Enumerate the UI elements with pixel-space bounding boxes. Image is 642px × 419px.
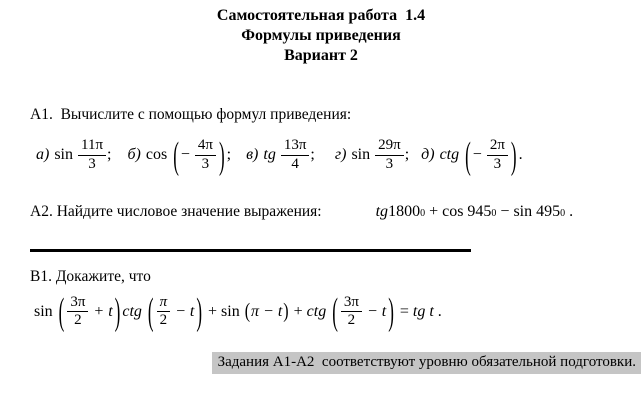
section-divider <box>30 249 471 252</box>
fraction-denominator: 3 <box>493 155 502 172</box>
right-paren: ) <box>218 133 225 177</box>
task-a2-heading: А2. Найдите числовое значение выражения: <box>30 202 322 220</box>
fraction-numerator: 11π <box>78 138 106 156</box>
fraction-numerator: 3π <box>67 295 88 313</box>
fraction <box>341 295 362 330</box>
fraction-denominator: 2 <box>347 312 356 329</box>
a1-item-v <box>246 138 315 173</box>
task-a1-expressions <box>36 133 642 177</box>
title-block <box>0 6 642 66</box>
left-paren: ( <box>244 299 251 323</box>
angle-value: 1800 <box>388 202 421 220</box>
worksheet-variant: Вариант 2 <box>284 47 358 64</box>
item-label: в) <box>246 146 259 164</box>
a1-item-d <box>421 133 523 177</box>
separator: ; <box>107 146 112 164</box>
operator: + <box>289 302 307 320</box>
fraction-denominator: 4 <box>291 155 299 172</box>
a1-item-a <box>36 138 111 173</box>
rhs-expression: tg t <box>412 302 434 320</box>
worksheet-title: Самостоятельная работа 1.4 <box>216 7 426 24</box>
right-paren: ) <box>114 290 121 334</box>
trig-function: tg <box>375 202 389 220</box>
a1-item-b <box>127 133 232 177</box>
footer-row <box>0 352 642 374</box>
trig-function: sin <box>54 146 73 164</box>
fraction-numerator: 2π <box>487 138 508 156</box>
term-tail: + t <box>89 302 113 320</box>
period: . <box>433 302 442 320</box>
equals-sign: = <box>395 302 413 320</box>
left-paren: ( <box>173 133 179 177</box>
operator: + <box>204 302 222 320</box>
right-paren: ) <box>388 290 394 334</box>
angle-value: 495 <box>536 202 561 220</box>
trig-function: sin <box>221 302 240 320</box>
task-a1-heading: А1. Вычислите с помощью формул приведения: <box>30 106 352 123</box>
item-label: б) <box>127 146 141 164</box>
left-paren: ( <box>147 290 154 334</box>
term-tail: − t <box>362 302 387 320</box>
right-paren: ) <box>510 133 517 177</box>
minus-sign: − <box>472 146 486 164</box>
fraction-numerator: 3π <box>341 295 362 313</box>
item-label: д) <box>421 146 435 164</box>
right-paren: ) <box>283 299 289 323</box>
task-a1 <box>30 106 642 177</box>
trig-function: ctg <box>306 302 327 320</box>
item-label: а) <box>36 146 50 164</box>
fraction-numerator: π <box>157 295 171 313</box>
trig-function: tg <box>263 146 276 164</box>
fraction-numerator: 4π <box>195 138 216 156</box>
fraction-denominator: 3 <box>385 155 394 172</box>
left-paren: ( <box>332 290 338 334</box>
term-tail: − t <box>171 302 195 320</box>
task-b1-formula <box>34 290 642 334</box>
trig-function: ctg <box>439 146 460 164</box>
worksheet-subtitle: Формулы приведения <box>241 27 401 44</box>
fraction <box>78 138 106 173</box>
item-label: г) <box>334 146 347 164</box>
fraction <box>195 138 216 173</box>
operator: − <box>496 202 514 220</box>
paren-content: π − t <box>251 302 283 320</box>
separator: ; <box>310 146 315 164</box>
fraction-denominator: 3 <box>201 155 210 172</box>
trig-function: cos <box>145 146 168 164</box>
operator: + <box>425 202 443 220</box>
footer-note: Задания А1-А2 соответствуют уровню обязательной подготовки. <box>212 352 641 374</box>
trig-function: sin <box>513 202 537 220</box>
fraction-numerator: 29π <box>375 138 404 156</box>
fraction-numerator: 13π <box>281 138 310 156</box>
trig-function: sin <box>351 146 371 164</box>
fraction <box>157 295 171 330</box>
trig-function: sin <box>34 302 53 320</box>
fraction <box>487 138 508 173</box>
fraction <box>375 138 404 173</box>
a1-item-g <box>335 138 409 173</box>
period: . <box>565 202 574 220</box>
separator: . <box>518 146 523 164</box>
minus-sign: − <box>180 146 194 164</box>
left-paren: ( <box>58 290 65 334</box>
task-a2 <box>30 203 642 221</box>
fraction-denominator: 2 <box>74 312 82 329</box>
task-b1-heading: В1. Докажите, что <box>30 267 151 285</box>
fraction-denominator: 2 <box>159 312 168 329</box>
task-a2-expression: tg 1800 0 + cos 945 0 − sin 495 0 . <box>375 202 574 220</box>
separator: ; <box>226 146 232 164</box>
separator: ; <box>404 146 410 164</box>
trig-function: ctg <box>122 302 142 320</box>
task-b1 <box>30 267 642 334</box>
trig-function: cos <box>442 202 468 220</box>
angle-value: 945 <box>467 202 492 220</box>
fraction <box>281 138 310 173</box>
left-paren: ( <box>465 133 471 177</box>
fraction-denominator: 3 <box>88 155 96 172</box>
right-paren: ) <box>196 290 202 334</box>
fraction <box>67 295 88 330</box>
